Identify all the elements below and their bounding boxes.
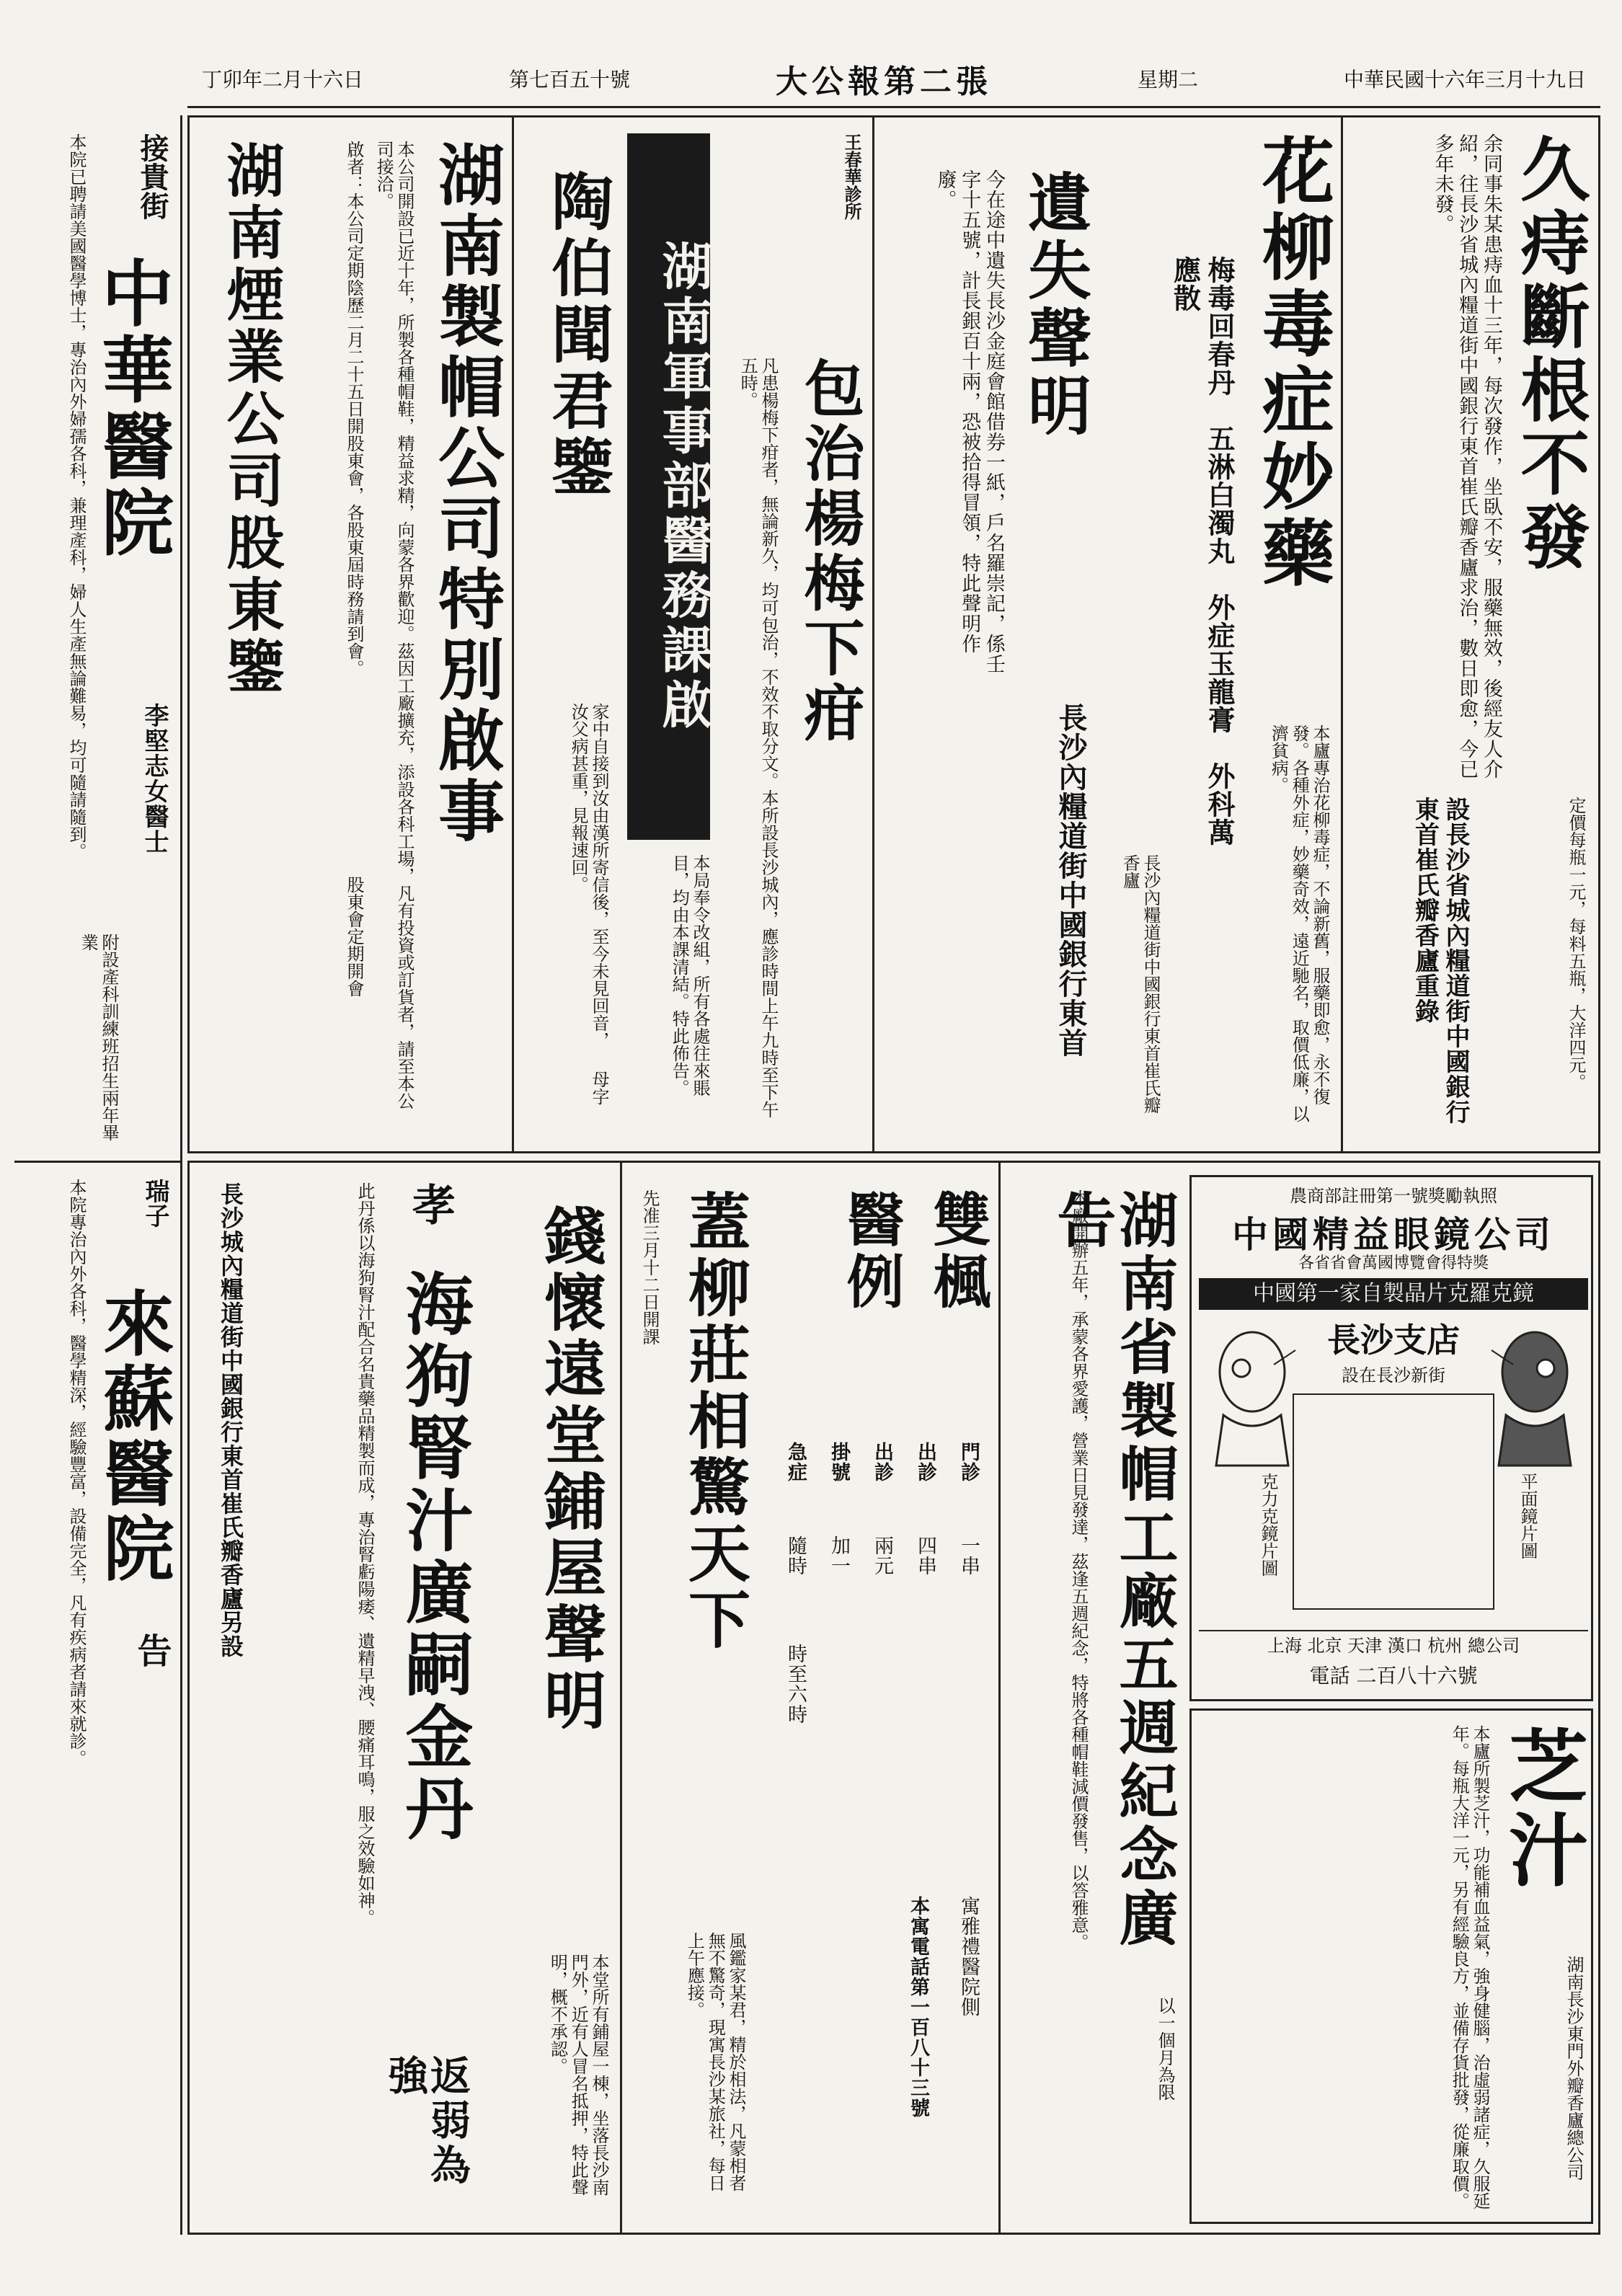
chinese-hospital-training: 附設產科訓練班招生兩年畢業 — [78, 934, 119, 1141]
liuzhuang-ad — [624, 1175, 753, 2224]
doctor-notice-title: 醫例 — [837, 1189, 905, 1313]
doctor-address: 寓雅禮醫院側 — [957, 1896, 980, 2017]
tao-notice — [515, 126, 616, 1143]
doctor-fee-label-4: 急症 — [784, 1442, 807, 1482]
lost-notice-printer: 長沙內糧道街中國銀行東首 — [1054, 703, 1088, 1058]
left-column-split — [14, 1161, 180, 1163]
doctor-notice — [757, 1175, 995, 2224]
doctor-fee-value-4: 隨時 — [784, 1535, 807, 1576]
glasses-right-face-illustration — [1492, 1321, 1585, 1466]
glasses-banner-sub: 各省省會萬國博覽會得特獎 — [1298, 1254, 1489, 1272]
liuzhuang-title: 蓋柳莊相驚天下 — [678, 1189, 750, 1654]
glasses-banner-name: 中國精益眼鏡公司 — [1232, 1213, 1555, 1256]
lost-notice — [876, 126, 1099, 1143]
glasses-left-label: 克力克鏡片圖 — [1258, 1473, 1278, 1577]
tao-notice-body: 家中自接到汝由漢所寄信後，至今未見回音，汝父病甚重，見報速回。 — [568, 703, 609, 1049]
zhi-juice-seller: 湖南長沙東門外瓣香廬總公司 — [1564, 1956, 1584, 2181]
hemorrhoid-ad — [1348, 126, 1593, 1143]
hat-factory-body: 本廠開辦五年，承蒙各界愛護，營業日見發達，茲逢五週紀念，特將各種帽鞋減價發售，以答雅意。 — [1068, 1189, 1089, 1951]
qianhuai-body: 本堂所有鋪屋一棟，坐落長沙南門外，近有人冒名抵押，特此聲明，概不承認。 — [547, 1954, 609, 2196]
divider — [998, 1161, 1001, 2235]
hat-factory-ad — [1002, 1175, 1182, 2224]
medical-affairs-title: 湖南軍事部醫務課啟 — [627, 133, 710, 840]
lost-notice-title: 遺失聲明 — [1018, 169, 1093, 440]
divider — [1341, 115, 1343, 1153]
doctor-fee-value-3: 加一 — [828, 1535, 850, 1576]
doctor-fee-value-0: 一串 — [957, 1535, 980, 1576]
glasses-banner-top: 農商部註冊第一號獎勵執照 — [1290, 1186, 1497, 1206]
kidney-pill-seller: 長沙城內糧道街中國銀行東首崔氏瓣香廬另設 — [217, 1182, 244, 1658]
glasses-address-line: 設在長沙新街 — [1342, 1365, 1445, 1386]
doctor-hours: 時至六時 — [784, 1644, 807, 1724]
doctor-fee-label-0: 門診 — [957, 1442, 980, 1482]
clinic-tag: 王春華診所 — [841, 133, 862, 220]
medical-affairs-body: 本局奉令改組，所有各處往來賬目，均由本課清結。特此佈告。 — [669, 854, 710, 1096]
qianhuai-title: 錢懷遠堂鋪屋聲明 — [533, 1204, 606, 1734]
kidney-pill-tag: 孝 — [405, 1182, 456, 1225]
tobacco-company-notice — [191, 126, 371, 1143]
serial-number: 第七百五十號 — [509, 67, 631, 92]
tao-notice-signature: 母字 — [589, 1071, 609, 1105]
clinic-body: 凡患楊梅下疳者，無論新久，均可包治，不效不取分文。本所設長沙城內，應診時間上午九時至下午五時。 — [737, 357, 779, 1118]
chinese-hospital-body: 本院已聘請美國醫學博士，專治內外婦孺各科，兼理產科，婦人生產無論難易，均可隨請隨到。 — [66, 133, 87, 860]
chinese-hospital-doctor: 李堅志女醫士 — [140, 703, 169, 854]
tobacco-company-title: 湖南煙業公司股東鑒 — [217, 141, 285, 699]
kidney-pill-subtitle: 返弱為強 — [381, 2055, 471, 2189]
revive-hospital-tag: 瑞子 — [141, 1179, 169, 1228]
glasses-branch: 長沙支店 — [1327, 1321, 1460, 1360]
kidney-pill-body: 此丹係以海狗腎汁配合名貴藥品精製而成，專治腎虧陽痿、遺精早洩、腰痛耳鳴，服之效驗如神。 — [355, 1182, 375, 1926]
zhi-juice-body: 本廬所製芝汁，功能補血益氣，強身健腦，治虛弱諸症，久服延年。每瓶大洋一元，另有經驗良方，並備存貨批發，從廉取價。 — [1449, 1725, 1490, 2209]
glasses-text-block — [1293, 1393, 1494, 1610]
doctor-fee-label-1: 出診 — [914, 1442, 936, 1482]
weekday: 星期二 — [1137, 67, 1198, 92]
syphilis-title: 花柳毒症妙藥 — [1250, 133, 1335, 592]
doctor-phone: 本寓電話第一百八十三號 — [907, 1896, 929, 2118]
divider — [512, 115, 514, 1153]
chinese-hospital-ad — [14, 126, 177, 1150]
hemorrhoid-address: 設長沙省城內糧道街中國銀行東首崔氏瓣香廬重錄 — [1410, 797, 1470, 1125]
doctor-name: 雙楓 — [923, 1189, 991, 1313]
glasses-left-face-illustration — [1202, 1321, 1295, 1466]
lunar-date: 丁卯年二月十六日 — [202, 67, 364, 92]
hat-company-title: 湖南製帽公司特別啟事 — [427, 141, 505, 847]
chinese-hospital-side-title: 接貴街 — [136, 133, 169, 220]
glasses-right-label: 平面鏡片圖 — [1517, 1473, 1538, 1559]
qianhuai-notice — [479, 1175, 616, 2224]
syphilis-ad — [1103, 126, 1337, 1143]
glasses-tagline: 中國第一家自製晶片克羅克鏡 — [1199, 1278, 1588, 1310]
doctor-fee-label-2: 出診 — [871, 1442, 893, 1482]
masthead — [187, 50, 1600, 108]
zhi-juice-title: 芝汁 — [1496, 1725, 1589, 1892]
medical-affairs-ad — [620, 126, 717, 1143]
hemorrhoid-body: 余同事朱某患痔血十三年，每次發作，坐臥不安，服藥無效，後經友人介紹，往長沙省城內糧道街中國銀行東首崔氏瓣香廬求治，數日即愈，今已多年未發。 — [1431, 133, 1502, 779]
divider — [872, 115, 874, 1153]
divider — [620, 1161, 622, 2235]
hemorrhoid-price: 定價每瓶一元，每料五瓶，大洋四元。 — [1566, 797, 1586, 1091]
lost-notice-body: 今在途中遺失長沙金庭會館借券一紙，戶名羅崇記，係壬字十五號，計長銀百十兩，恐被拾得冒領，特此聲明作廢。 — [934, 169, 1005, 674]
doctor-fee-label-3: 掛號 — [828, 1442, 850, 1482]
clinic-ad — [721, 126, 869, 1143]
tobacco-company-date-note: 股東會定期開會 — [344, 876, 364, 997]
clinic-title: 包治楊梅下疳 — [794, 357, 866, 746]
syphilis-remedies: 梅毒回春丹 五淋白濁丸 外症玉龍膏 外科萬應散 — [1169, 256, 1236, 846]
revive-hospital-ad — [14, 1171, 177, 2224]
syphilis-body: 本廬專治花柳毒症，不論新舊，服藥即愈，永不復發。各種外症，妙藥奇效，遠近馳名，取價低廉，以濟貧病。 — [1268, 724, 1330, 1122]
glasses-ad — [1189, 1175, 1593, 1701]
hat-company-notice — [375, 126, 508, 1143]
chinese-hospital-title: 中華醫院 — [89, 256, 174, 562]
revive-hospital-note: 告 — [131, 1633, 172, 1672]
zhi-juice-ad — [1189, 1708, 1593, 2224]
hat-company-body: 本公司開設已近十年，所製各種帽鞋，精益求精，向蒙各界歡迎。茲因工廠擴充，添設各科工場，凡有投資或訂貨者，請至本公司接洽。 — [373, 141, 415, 1109]
hat-factory-title: 湖南省製帽工廠五週紀念廣告 — [1047, 1189, 1179, 1951]
doctor-fee-value-2: 兩元 — [871, 1535, 893, 1576]
hemorrhoid-title: 久痔斷根不發 — [1510, 133, 1591, 575]
doctor-fee-value-1: 四串 — [914, 1535, 936, 1576]
revive-hospital-body: 本院專治內外各科，醫學精深，經驗豐富，設備完全，凡有疾病者請來就診。 — [66, 1179, 87, 1767]
liuzhuang-body: 風鑑家某君，精於相法，凡蒙相者無不驚奇，現寓長沙某旅社，每日上午應接。 — [684, 1932, 746, 2191]
syphilis-seller: 長沙內糧道街中國銀行東首崔氏瓣香廬 — [1120, 854, 1161, 1114]
tobacco-company-body: 啟者：本公司定期陰歷二月二十五日開股東會，各股東屆時務請到會。 — [344, 141, 364, 677]
kidney-pill-ad — [191, 1175, 476, 2224]
publication-date: 中華民國十六年三月十九日 — [1343, 67, 1586, 92]
hat-factory-duration: 以一個月為限 — [1155, 1997, 1175, 2101]
tao-notice-title: 陶伯聞君鑒 — [541, 169, 613, 501]
kidney-pill-title: 海狗腎汁廣嗣金丹 — [394, 1269, 473, 1845]
paper-name: 大公報第二張 — [776, 63, 992, 100]
revive-hospital-title: 來蘇醫院 — [92, 1287, 174, 1587]
left-column-divider — [180, 115, 182, 2235]
liuzhuang-date-note: 先准三月十二日開課 — [639, 1189, 660, 1345]
glasses-phone: 電話 二百八十六號 — [1309, 1664, 1478, 1688]
glasses-footer: 上海 北京 天津 漢口 杭州 總公司 — [1199, 1630, 1588, 1656]
